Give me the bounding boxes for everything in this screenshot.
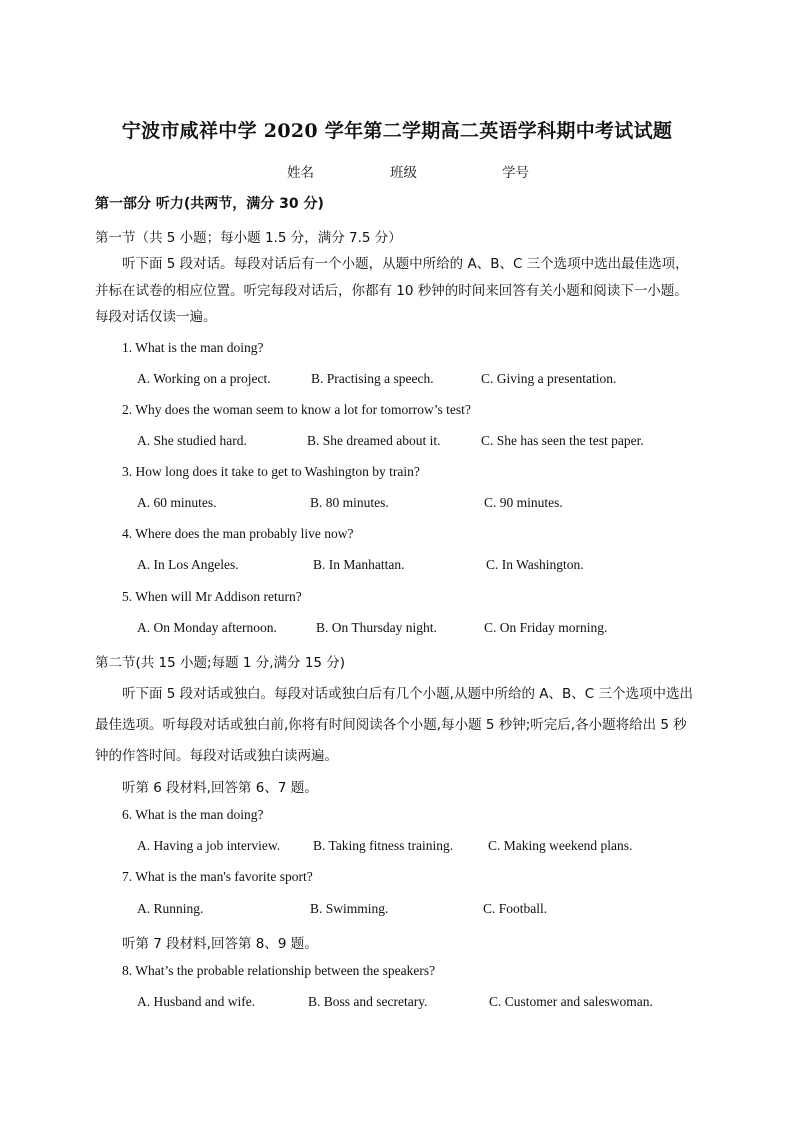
q1-option-b: B. Practising a speech. — [311, 371, 434, 386]
class-label: 班级 — [390, 165, 417, 181]
part1-heading: 第一部分 听力(共两节，满分 30 分) — [95, 196, 324, 212]
section2-instruction-line: 钟的作答时间。每段对话或独白读两遍。 — [95, 748, 338, 764]
q5-option-b: B. On Thursday night. — [316, 620, 437, 635]
question-2: 2. Why does the woman seem to know a lot for tomorrow’s test? — [122, 402, 471, 417]
section1-instruction-line: 每段对话仅读一遍。 — [95, 309, 217, 325]
q6-option-c: C. Making weekend plans. — [488, 838, 633, 853]
material-7-instruction: 听第 7 段材料,回答第 8、9 题。 — [122, 936, 318, 952]
section2-heading: 第二节(共 15 小题;每题 1 分,满分 15 分) — [95, 655, 346, 671]
q8-option-a: A. Husband and wife. — [137, 994, 256, 1009]
material-6-instruction: 听第 6 段材料,回答第 6、7 题。 — [122, 780, 318, 796]
student-id-label: 学号 — [502, 165, 529, 181]
question-7: 7. What is the man's favorite sport? — [122, 869, 313, 884]
name-label: 姓名 — [287, 165, 314, 181]
q7-option-b: B. Swimming. — [310, 901, 389, 916]
q4-option-b: B. In Manhattan. — [313, 557, 405, 572]
q8-option-b: B. Boss and secretary. — [308, 994, 428, 1009]
section1-heading: 第一节（共 5 小题；每小题 1.5 分，满分 7.5 分） — [95, 230, 402, 246]
question-4: 4. Where does the man probably live now? — [122, 526, 354, 541]
section1-instruction-line: 听下面 5 段对话。每段对话后有一个小题，从题中所给的 A、B、C 三个选项中选出最佳选项， — [122, 256, 689, 272]
q4-option-a: A. In Los Angeles. — [137, 557, 239, 572]
question-5: 5. When will Mr Addison return? — [122, 589, 302, 604]
section2-instruction-line: 最佳选项。听每段对话或独白前,你将有时间阅读各个小题,每小题 5 秒钟;听完后,各小题将给出 5 秒 — [95, 717, 687, 733]
q2-option-c: C. She has seen the test paper. — [481, 433, 644, 448]
q2-option-b: B. She dreamed about it. — [307, 433, 441, 448]
q1-option-c: C. Giving a presentation. — [481, 371, 617, 386]
q3-option-b: B. 80 minutes. — [310, 495, 389, 510]
q3-option-c: C. 90 minutes. — [484, 495, 563, 510]
question-1: 1. What is the man doing? — [122, 340, 264, 355]
q1-option-a: A. Working on a project. — [137, 371, 271, 386]
question-6: 6. What is the man doing? — [122, 807, 264, 822]
section2-instruction-line: 听下面 5 段对话或独白。每段对话或独白后有几个小题,从题中所给的 A、B、C 三个选项中选出 — [122, 686, 693, 702]
q7-option-c: C. Football. — [483, 901, 548, 916]
page-title: 宁波市咸祥中学 2020 学年第二学期高二英语学科期中考试试题 — [121, 120, 673, 142]
section1-instruction-line: 并标在试卷的相应位置。听完每段对话后，你都有 10 秒钟的时间来回答有关小题和阅读下一小题。 — [95, 283, 688, 299]
question-3: 3. How long does it take to get to Washington by train? — [122, 464, 420, 479]
q5-option-a: A. On Monday afternoon. — [137, 620, 277, 635]
q8-option-c: C. Customer and saleswoman. — [489, 994, 653, 1009]
q4-option-c: C. In Washington. — [486, 557, 584, 572]
q7-option-a: A. Running. — [137, 901, 204, 916]
q5-option-c: C. On Friday morning. — [484, 620, 608, 635]
q2-option-a: A. She studied hard. — [137, 433, 247, 448]
q3-option-a: A. 60 minutes. — [137, 495, 217, 510]
q6-option-a: A. Having a job interview. — [137, 838, 281, 853]
q6-option-b: B. Taking fitness training. — [313, 838, 454, 853]
question-8: 8. What’s the probable relationship between the speakers? — [122, 963, 436, 978]
